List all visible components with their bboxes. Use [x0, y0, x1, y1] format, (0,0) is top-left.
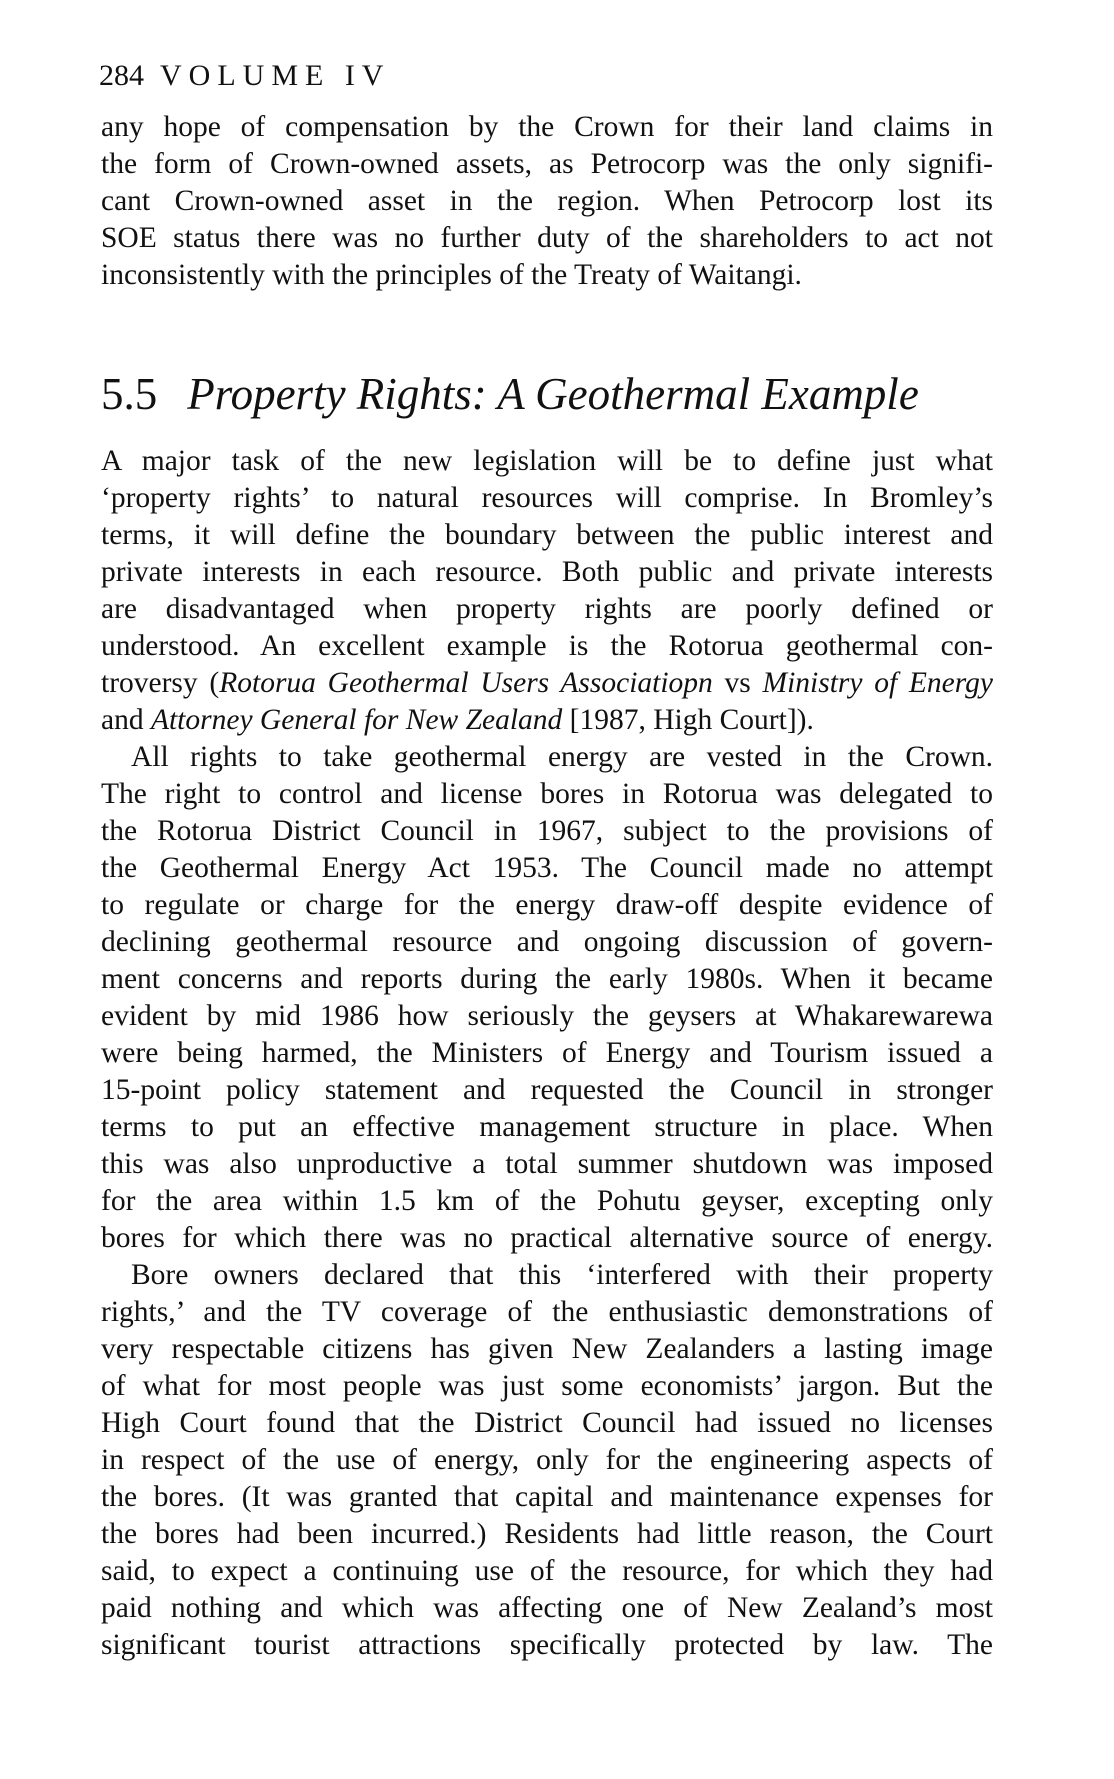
paragraph-bore-owners	[101, 1257, 993, 1664]
text-line: terms to put an effective management structure in place. When	[101, 1111, 993, 1143]
text-line: are disadvantaged when property rights are poorly defined or	[101, 593, 993, 625]
text-line: paid nothing and which was affecting one of New Zealand’s most	[101, 1592, 993, 1624]
text-line: cant Crown-owned asset in the region. When Petrocorp lost its	[101, 185, 993, 217]
paragraph-continuation	[101, 109, 993, 294]
text-line: significant tourist attractions specifically protected by law. The	[101, 1629, 993, 1661]
text-line: Bore owners declared that this ‘interfered with their property	[131, 1259, 993, 1291]
text-line: inconsistently with the principles of the Treaty of Waitangi.	[101, 259, 802, 291]
text-line: any hope of compensation by the Crown for their land claims in	[101, 111, 993, 143]
text-line: understood. An excellent example is the Rotorua geothermal con-	[101, 630, 993, 662]
text-line: the Rotorua District Council in 1967, subject to the provisions of	[101, 815, 993, 847]
running-head	[99, 58, 390, 94]
text-line: High Court found that the District Council had issued no licenses	[101, 1407, 993, 1439]
text-line: to regulate or charge for the energy draw-off despite evidence of	[101, 889, 993, 921]
case-name-italic: Ministry of Energy	[762, 667, 993, 699]
running-head-title: VOLUME IV	[160, 59, 391, 92]
text-line: evident by mid 1986 how seriously the geysers at Whakarewarewa	[101, 1000, 993, 1032]
text-line: declining geothermal resource and ongoing discussion of govern-	[101, 926, 993, 958]
citation-text: and	[101, 704, 151, 736]
text-line: very respectable citizens has given New Zealanders a lasting image	[101, 1333, 993, 1365]
citation-text: troversy (	[101, 667, 220, 699]
text-line: A major task of the new legislation will be to define just what	[101, 445, 993, 477]
text-line: rights,’ and the TV coverage of the enthusiastic demonstrations of	[101, 1296, 993, 1328]
text-line: the bores had been incurred.) Residents had little reason, the Court	[101, 1518, 993, 1550]
text-line: bores for which there was no practical alternative source of energy.	[101, 1222, 993, 1254]
text-line: private interests in each resource. Both public and private interests	[101, 556, 993, 588]
section-number: 5.5	[101, 369, 158, 419]
text-line-citation	[101, 665, 993, 702]
text-line: All rights to take geothermal energy are vested in the Crown.	[131, 741, 993, 773]
text-line-citation	[101, 702, 993, 739]
section-title: Property Rights: A Geothermal Example	[187, 369, 919, 419]
text-line: SOE status there was no further duty of the shareholders to act not	[101, 222, 993, 254]
text-line: in respect of the use of energy, only for the engineering aspects of	[101, 1444, 993, 1476]
text-line: said, to expect a continuing use of the resource, for which they had	[101, 1555, 993, 1587]
text-line: The right to control and license bores in Rotorua was delegated to	[101, 778, 993, 810]
text-line: the Geothermal Energy Act 1953. The Council made no attempt	[101, 852, 993, 884]
text-line: of what for most people was just some economists’ jargon. But the	[101, 1370, 993, 1402]
page-number: 284	[99, 59, 144, 92]
text-line: ment concerns and reports during the early 1980s. When it became	[101, 963, 993, 995]
paragraph-intro	[101, 443, 993, 739]
text-line: for the area within 1.5 km of the Pohutu geyser, excepting only	[101, 1185, 993, 1217]
text-line: were being harmed, the Ministers of Energy and Tourism issued a	[101, 1037, 993, 1069]
text-line: the bores. (It was granted that capital and maintenance expenses for	[101, 1481, 993, 1513]
text-line: the form of Crown-owned assets, as Petrocorp was the only signifi-	[101, 148, 993, 180]
text-line: 15-point policy statement and requested the Council in stronger	[101, 1074, 993, 1106]
case-name-italic: Rotorua Geothermal Users Associatiopn	[219, 667, 713, 699]
text-line: this was also unproductive a total summer shutdown was imposed	[101, 1148, 993, 1180]
case-name-italic: Attorney General for New Zealand	[150, 704, 563, 736]
text-line: terms, it will define the boundary between the public interest and	[101, 519, 993, 551]
section-heading	[101, 364, 993, 424]
text-line: ‘property rights’ to natural resources will comprise. In Bromley’s	[101, 482, 993, 514]
citation-text: vs	[712, 667, 763, 699]
paragraph-geothermal-rights	[101, 739, 993, 1257]
citation-text: [1987, High Court]).	[562, 704, 814, 736]
